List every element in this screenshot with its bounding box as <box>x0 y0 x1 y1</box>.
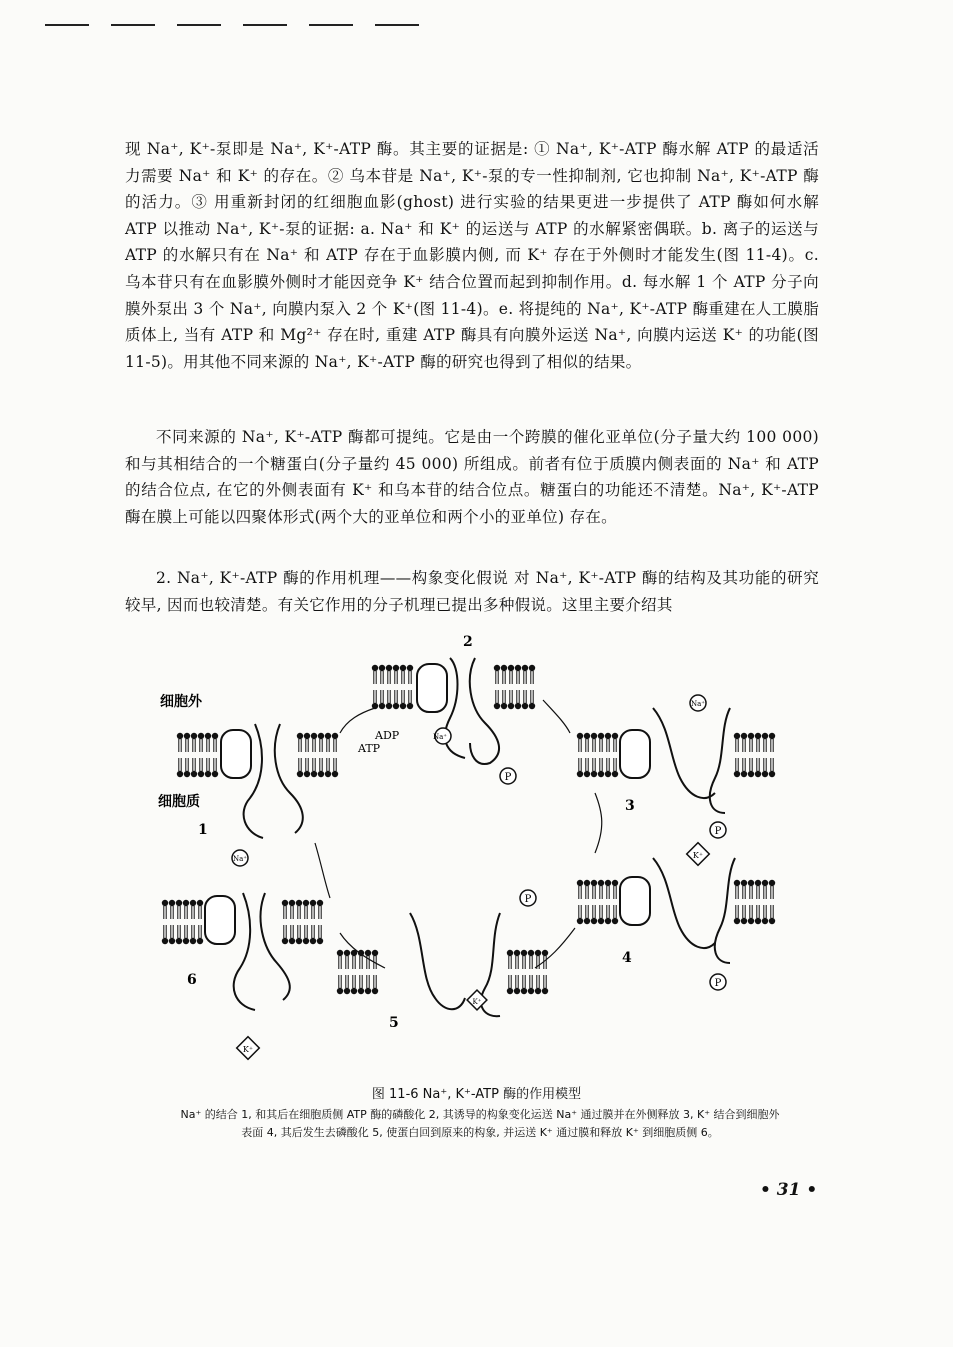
pump-cycle-diagram <box>125 628 825 1078</box>
state-2 <box>372 658 535 784</box>
state-5 <box>337 890 548 1016</box>
state-3 <box>577 695 775 838</box>
step-4-label: 4 <box>622 950 632 966</box>
step-3-label: 3 <box>625 798 635 814</box>
label-cytoplasm: 细胞质 <box>158 794 200 810</box>
paragraph-2: 不同来源的 Na⁺, K⁺-ATP 酶都可提纯。它是由一个跨膜的催化亚单位(分子量大约 100 000) 和与其相结合的一个糖蛋白(分子量约 45 000) 所组成。前者有位于质膜内侧表面的 Na⁺ 和 ATP 的结合位点, 在它的外侧表面有 K⁺ 和乌本苷的结合位点。糖蛋白的功能还不清楚。Na⁺, K⁺-ATP 酶在膜上可能以四聚体形式(两个大的亚单位和两个小的亚单位) 存在。 <box>125 428 819 526</box>
na-ion-3: Na⁺ <box>691 700 705 708</box>
state-4 <box>577 843 775 990</box>
phosphate-2: P <box>504 772 512 783</box>
step-2-label: 2 <box>463 634 473 650</box>
cycle-arrows <box>315 700 602 968</box>
na-ion-1: Na⁺ <box>233 855 247 863</box>
label-atp: ATP <box>358 742 381 755</box>
paragraph-3: 2. Na⁺, K⁺-ATP 酶的作用机理——构象变化假说 对 Na⁺, K⁺-ATP 酶的结构及其功能的研究较早, 因而也较清楚。有关它作用的分子机理已提出多种假说。这里主要介绍其 <box>125 569 819 614</box>
step-6-label: 6 <box>187 972 197 988</box>
state-6 <box>162 893 323 1059</box>
step-1-label: 1 <box>198 822 208 838</box>
header-rule <box>45 24 475 36</box>
figure-caption-text: Na⁺ 的结合 1, 和其后在细胞质侧 ATP 酶的磷酸化 2, 其诱导的构象变化运送 Na⁺ 通过膜并在外侧释放 3, K⁺ 结合到细胞外表面 4, 其后发生去磷酸化 5, 使蛋白回到原来的构象, 并运送 K⁺ 通过膜和释放 K⁺ 到细胞质侧 6。 <box>180 1108 780 1139</box>
k-ion-4: K⁺ <box>692 851 704 860</box>
paragraph-1: 现 Na⁺, K⁺-泵即是 Na⁺, K⁺-ATP 酶。其主要的证据是: ① Na⁺, K⁺-ATP 酶水解 ATP 的最适活力需要 Na⁺ 和 K⁺ 的存在。② 乌本苷是 Na⁺, K⁺-泵的专一性抑制剂, 它也抑制 Na⁺, K⁺-ATP 酶的活力。③ 用重新封闭的红细胞血影(ghost) 进行实验的结果更进一步提供了 ATP 酶如何水解 ATP 以推动 Na⁺, K⁺-泵的证据: a. Na⁺ 和 K⁺ 的运送与 ATP 的水解紧密偶联。b. 离子的运送与 ATP 的水解只有在 Na⁺ 和 ATP 存在于血影膜内侧, 而 K⁺ 存在于外侧时才能发生(图 11-4)。c. 乌本苷只有在血影膜外侧时才能因竞争 K⁺ 结合位置而起到抑制作用。d. 每水解 1 个 ATP 分子向膜外泵出 3 个 Na⁺, 向膜内泵入 2 个 K⁺(图 11-4)。e. 将提纯的 Na⁺, K⁺-ATP 酶重建在人工膜脂质体上, 当有 ATP 和 Mg²⁺ 存在时, 重建 ATP 酶具有向膜外运送 Na⁺, 向膜内运送 K⁺ 的功能(图 11-5)。用其他不同来源的 Na⁺, K⁺-ATP 酶的研究也得到了相似的结果。 <box>125 140 819 371</box>
page-number: • 31 • <box>760 1180 818 1200</box>
phosphate-3: P <box>714 826 722 837</box>
step-5-label: 5 <box>389 1015 399 1031</box>
k-ion-5: K⁺ <box>472 998 482 1006</box>
na-ion-2: Na⁺ <box>433 733 447 741</box>
phosphate-4: P <box>714 978 722 989</box>
k-ion-6: K⁺ <box>242 1045 254 1054</box>
label-adp: ADP <box>375 729 400 742</box>
state-1 <box>177 724 338 866</box>
phosphate-5: P <box>524 894 532 905</box>
label-outside: 细胞外 <box>160 694 202 710</box>
figure-caption-title: 图 11-6 Na⁺, K⁺-ATP 酶的作用模型 <box>371 1087 582 1102</box>
figure-11-6 <box>125 628 825 1078</box>
